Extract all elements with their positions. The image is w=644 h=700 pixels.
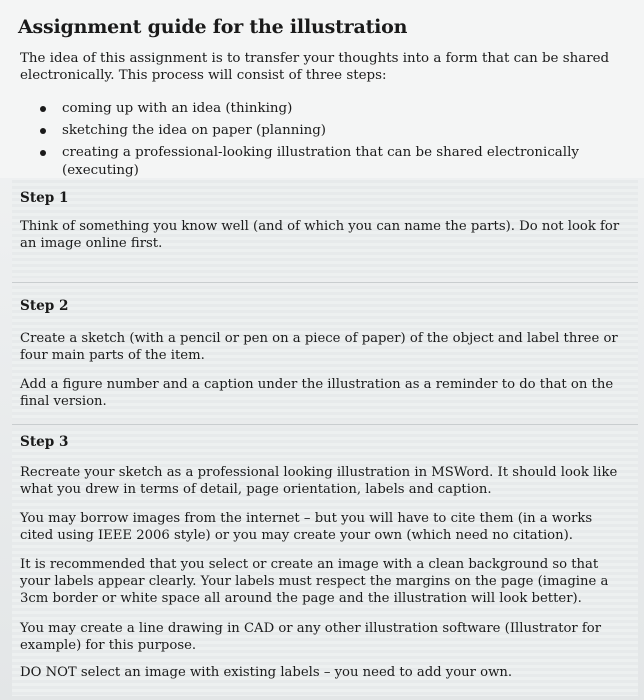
step-3-paragraph-2: You may borrow images from the internet – but you will have to cite them (in a works cited using IEEE 2006 style) or you may create your own (which need no citation). [20, 511, 593, 543]
step-3-heading: Step 3 [20, 434, 69, 450]
step-2-paragraph-2: Add a figure number and a caption under the illustration as a reminder to do that on the final version. [20, 377, 614, 409]
step-2-section [12, 286, 638, 420]
step-3-paragraph-1: Recreate your sketch as a professional looking illustration in MSWord. It should look like what you drew in terms of detail, page orientation, labels and caption. [20, 465, 618, 497]
step-3-paragraph-4: You may create a line drawing in CAD or any other illustration software (Illustrator for example) for this purpose. [20, 621, 602, 653]
page-title: Assignment guide for the illustration [18, 16, 408, 38]
step-1-section [12, 180, 638, 278]
intro-paragraph: The idea of this assignment is to transfer your thoughts into a form that can be shared electronically. This process will consist of three steps: [20, 51, 610, 83]
steps-overview-list [40, 100, 644, 178]
step-2-heading: Step 2 [20, 298, 69, 314]
divider [12, 282, 638, 283]
divider [12, 424, 638, 425]
step-2-paragraph-1: Create a sketch (with a pencil or pen on a piece of paper) of the object and label three or four main parts of the item. [20, 331, 618, 363]
step-3-section [12, 428, 638, 696]
bullet-icon [40, 150, 46, 156]
bullet-icon [40, 106, 46, 112]
step-1-heading: Step 1 [20, 190, 69, 206]
list-item: sketching the idea on paper (planning) [40, 122, 644, 144]
step-1-paragraph: Think of something you know well (and of which you can name the parts). Do not look for an image online first. [20, 219, 620, 251]
step-3-paragraph-3: It is recommended that you select or create an image with a clean background so that your labels appear clearly. Your labels must respect the margins on the page (imagine a 3cm border or white space all around the page and the illustration will look better). [20, 557, 609, 606]
list-item: coming up with an idea (thinking) [40, 100, 644, 122]
bullet-icon [40, 128, 46, 134]
step-3-paragraph-5: DO NOT select an image with existing labels – you need to add your own. [20, 665, 513, 680]
list-item: creating a professional-looking illustration that can be shared electronically (executing) [40, 144, 644, 166]
